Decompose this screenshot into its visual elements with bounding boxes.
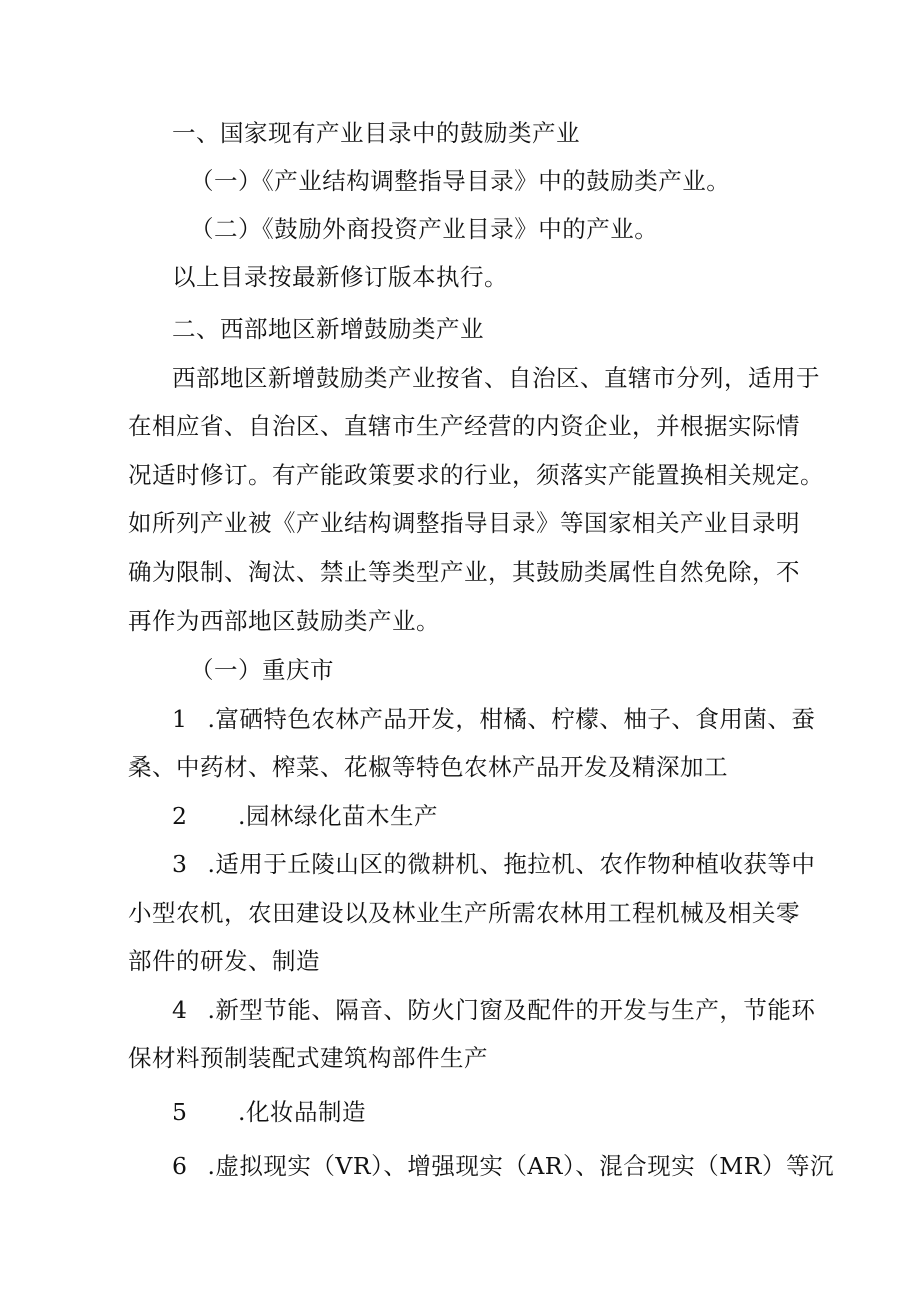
list-item-continuation: 部件的研发、制造 [128,947,320,975]
item-number: 4 [172,996,188,1024]
item-text: .化妆品制造 [237,1098,366,1126]
list-item [172,1097,366,1127]
list-item-continuation: 保材料预制装配式建筑构部件生产 [128,1044,488,1072]
section-1-sub-2: （二）《鼓励外商投资产业目录》中的产业。 [190,215,659,243]
paragraph-line: 确为限制、淘汰、禁止等类型产业，其鼓励类属性自然免除，不 [128,558,800,586]
section-2-sub-1: （一）重庆市 [190,656,334,684]
list-item-continuation: 桑、中药材、榨菜、花椒等特色农林产品开发及精深加工 [128,753,728,781]
item-text: .适用于丘陵山区的微耕机、拖拉机、农作物种植收获等中 [207,850,816,878]
section-1-note: 以上目录按最新修订版本执行。 [172,263,508,291]
section-2-title: 二、西部地区新增鼓励类产业 [172,315,484,343]
paragraph-line: 再作为西部地区鼓励类产业。 [128,607,440,635]
item-number: 6 [172,1152,188,1180]
item-text: .虚拟现实（VR）、增强现实（AR）、混合现实（MR）等沉 [207,1152,834,1180]
list-item [172,704,815,734]
paragraph-line: 况适时修订。有产能政策要求的行业，须落实产能置换相关规定。 [128,461,824,489]
item-number: 2 [172,802,188,830]
item-text: .富硒特色农林产品开发，柑橘、柠檬、柚子、食用菌、蚕 [207,705,816,733]
list-item [172,995,815,1025]
paragraph-line: 在相应省、自治区、直辖市生产经营的内资企业，并根据实际情 [128,412,800,440]
paragraph-line: 西部地区新增鼓励类产业按省、自治区、直辖市分列，适用于 [172,364,820,392]
list-item [172,849,815,879]
list-item-continuation: 小型农机，农田建设以及林业生产所需农林用工程机械及相关零 [128,899,800,927]
list-item [172,1151,834,1181]
item-number: 3 [172,850,188,878]
item-text: .新型节能、隔音、防火门窗及配件的开发与生产，节能环 [207,996,816,1024]
section-1-sub-1: （一）《产业结构调整指导目录》中的鼓励类产业。 [190,167,731,195]
paragraph-line: 如所列产业被《产业结构调整指导目录》等国家相关产业目录明 [128,509,800,537]
section-1-title: 一、国家现有产业目录中的鼓励类产业 [172,119,580,147]
list-item [172,801,438,831]
item-number: 5 [172,1098,188,1126]
item-text: .园林绿化苗木生产 [237,802,438,830]
item-number: 1 [172,705,188,733]
